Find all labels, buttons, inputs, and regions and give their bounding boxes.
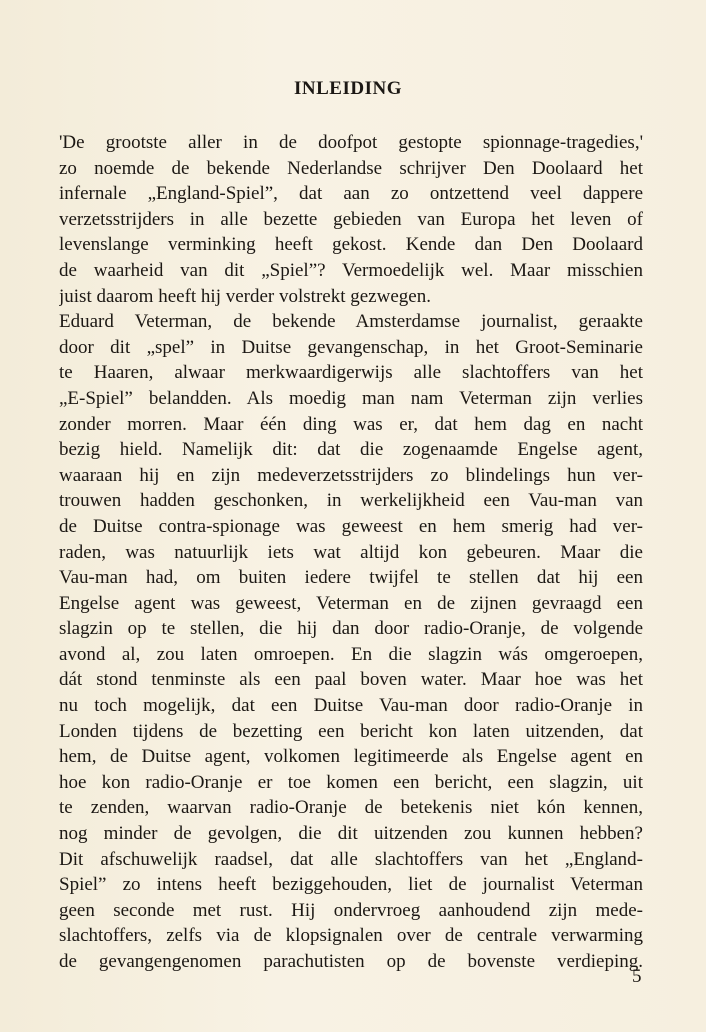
text-line: infernale „England-Spiel”, dat aan zo ontzettend veel dappere <box>59 183 643 205</box>
text-line: nog minder de gevolgen, die dit uitzenden zou kunnen hebben? <box>59 823 643 845</box>
text-line: Engelse agent was geweest, Veterman en de zijnen gevraagd een <box>59 592 643 614</box>
text-line: raden, was natuurlijk iets wat altijd kon gebeuren. Maar die <box>59 541 643 563</box>
text-line: waaraan hij en zijn medeverzetsstrijders zo blindelings hun ver- <box>59 464 643 486</box>
text-line: levenslange verminking heeft gekost. Kende dan Den Doolaard <box>59 234 643 256</box>
text-line: hoe kon radio-Oranje er toe komen een bericht, een slagzin, uit <box>59 771 643 793</box>
text-line: slagzin op te stellen, die hij dan door radio-Oranje, de volgende <box>59 618 643 640</box>
text-line: slachtoffers, zelfs via de klopsignalen over de centrale verwarming <box>59 925 643 947</box>
body-text <box>59 130 643 975</box>
text-line: avond al, zou laten omroepen. En die slagzin wás omgeroepen, <box>59 643 643 665</box>
text-line: „E-Spiel” belandden. Als moedig man nam Veterman zijn verlies <box>59 387 643 409</box>
text-line: door dit „spel” in Duitse gevangenschap, in het Groot-Seminarie <box>59 336 643 358</box>
text-line: de gevangengenomen parachutisten op de bovenste verdieping. <box>59 951 643 972</box>
text-line: hem, de Duitse agent, volkomen legitimeerde als Engelse agent en <box>59 746 643 768</box>
text-line: te zenden, waarvan radio-Oranje de betekenis niet kón kennen, <box>59 797 643 819</box>
text-line: Vau-man had, om buiten iedere twijfel te stellen dat hij een <box>59 567 643 589</box>
text-line: geen seconde met rust. Hij ondervroeg aanhoudend zijn mede- <box>59 899 643 921</box>
chapter-heading: INLEIDING <box>294 78 402 99</box>
text-line: Eduard Veterman, de bekende Amsterdamse journalist, geraakte <box>59 311 643 333</box>
text-line: dát stond tenminste als een paal boven water. Maar hoe was het <box>59 669 643 691</box>
text-line: bezig hield. Namelijk dit: dat die zogenaamde Engelse agent, <box>59 439 643 461</box>
text-line: 'De grootste aller in de doofpot gestopte spionnage-tragedies,' <box>59 132 643 153</box>
text-line: Spiel” zo intens heeft beziggehouden, liet de journalist Veterman <box>59 874 643 896</box>
text-line: verzetsstrijders in alle bezette gebieden van Europa het leven of <box>59 208 643 230</box>
text-line: juist daarom heeft hij verder volstrekt gezwegen. <box>59 285 431 307</box>
page-number: 5 <box>632 966 642 987</box>
text-line: Dit afschuwelijk raadsel, dat alle slachtoffers van het „England- <box>59 848 643 870</box>
text-line: zonder morren. Maar één ding was er, dat hem dag en nacht <box>59 413 643 435</box>
text-line: de Duitse contra-spionage was geweest en hem smerig had ver- <box>59 515 643 537</box>
text-line: trouwen hadden geschonken, in werkelijkheid een Vau-man van <box>59 490 643 512</box>
text-line: de waarheid van dit „Spiel”? Vermoedelijk wel. Maar misschien <box>59 259 643 281</box>
text-line: nu toch mogelijk, dat een Duitse Vau-man door radio-Oranje in <box>59 695 643 717</box>
text-line: zo noemde de bekende Nederlandse schrijver Den Doolaard het <box>59 157 643 179</box>
text-line: Londen tijdens de bezetting een bericht kon laten uitzenden, dat <box>59 720 643 742</box>
text-line: te Haaren, alwaar merkwaardigerwijs alle slachtoffers van het <box>59 362 643 384</box>
